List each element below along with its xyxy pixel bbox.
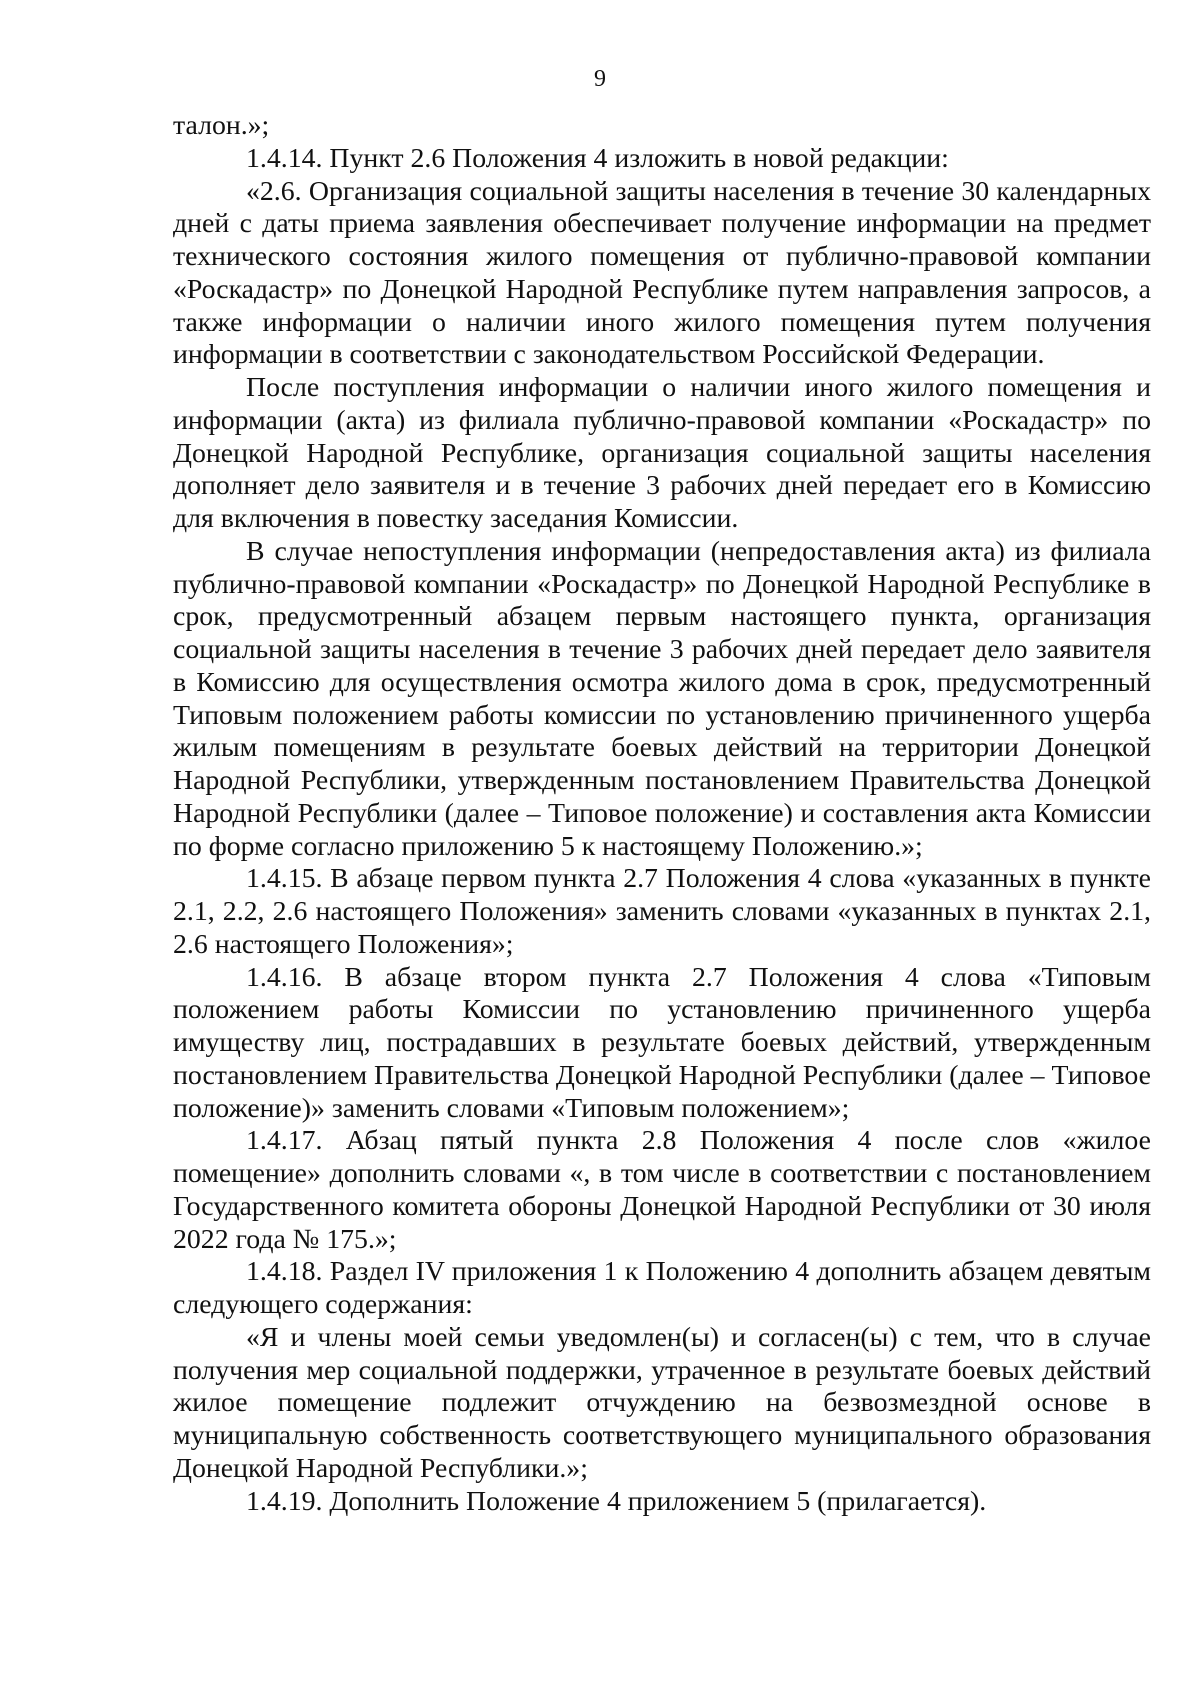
paragraph-1-4-14: 1.4.14. Пункт 2.6 Положения 4 изложить в новой редакции: (246, 142, 949, 174)
paragraph-after-receipt: После поступления информации о наличии иного жилого помещения и информации (акта) из филиала публично-правовой компании «Роскадастр» по Донецкой Народной Республике, организация социальной защиты населения дополняет дело заявителя и в течение 3 рабочих дней передает его в Комиссию для включения в повестку заседания Комиссии. (173, 372, 1151, 534)
paragraph-1-4-19: 1.4.19. Дополнить Положение 4 приложением 5 (прилагается). (246, 1485, 987, 1517)
paragraph-non-receipt: В случае непоступления информации (непредоставления акта) из филиала публично-правовой компании «Роскадастр» по Донецкой Народной Республике в срок, предусмотренный абзацем первым настоящего пункта, организация социальной защиты населения в течение 3 рабочих дней передает дело заявителя в Комиссию для осуществления осмотра жилого дома в срок, предусмотренный Типовым положением работы комиссии по установлению причиненного ущерба жилым помещениям в результате боевых действий на территории Донецкой Народной Республики, утвержденным постановлением Правительства Донецкой Народной Республики (далее – Типовое положение) и составления акта Комиссии по форме согласно приложению 5 к настоящему Положению.»; (173, 535, 1151, 862)
paragraph-1-4-16: 1.4.16. В абзаце втором пункта 2.7 Положения 4 слова «Типовым положением работы Комиссии по установлению причиненного ущерба имуществу лиц, пострадавших в результате боевых действий, утвержденным постановлением Правительства Донецкой Народной Республики (далее – Типовое положение)» заменить словами «Типовым положением»; (173, 961, 1151, 1124)
paragraph-consent-quote: «Я и члены моей семьи уведомлен(ы) и согласен(ы) с тем, что в случае получения мер социальной поддержки, утраченное в результате боевых действий жилое помещение подлежит отчуждению на безвозмездной основе в муниципальную собственность соответствующего муниципального образования Донецкой Народной Республики.»; (173, 1321, 1151, 1484)
paragraph-1-4-17: 1.4.17. Абзац пятый пункта 2.8 Положения 4 после слов «жилое помещение» дополнить словами «, в том числе в соответствии с постановлением Государственного комитета обороны Донецкой Народной Республики от 30 июля 2022 года № 175.»; (173, 1125, 1151, 1255)
paragraph-continuation: талон.»; (173, 110, 270, 141)
document-body (173, 110, 1151, 1518)
paragraph-2-6-quote: «2.6. Организация социальной защиты населения в течение 30 календарных дней с даты приема заявления обеспечивает получение информации на предмет технического состояния жилого помещения от публично-правовой компании «Роскадастр» по Донецкой Народной Республике путем направления запросов, а также информации о наличии иного жилого помещения путем получения информации в соответствии с законодательством Российской Федерации. (173, 175, 1151, 371)
page-number: 9 (594, 66, 606, 92)
paragraph-1-4-18: 1.4.18. Раздел IV приложения 1 к Положению 4 дополнить абзацем девятым следующего содержания: (173, 1256, 1151, 1320)
paragraph-1-4-15: 1.4.15. В абзаце первом пункта 2.7 Положения 4 слова «указанных в пункте 2.1, 2.2, 2.6 настоящего Положения» заменить словами «указанных в пунктах 2.1, 2.6 настоящего Положения»; (173, 863, 1151, 960)
